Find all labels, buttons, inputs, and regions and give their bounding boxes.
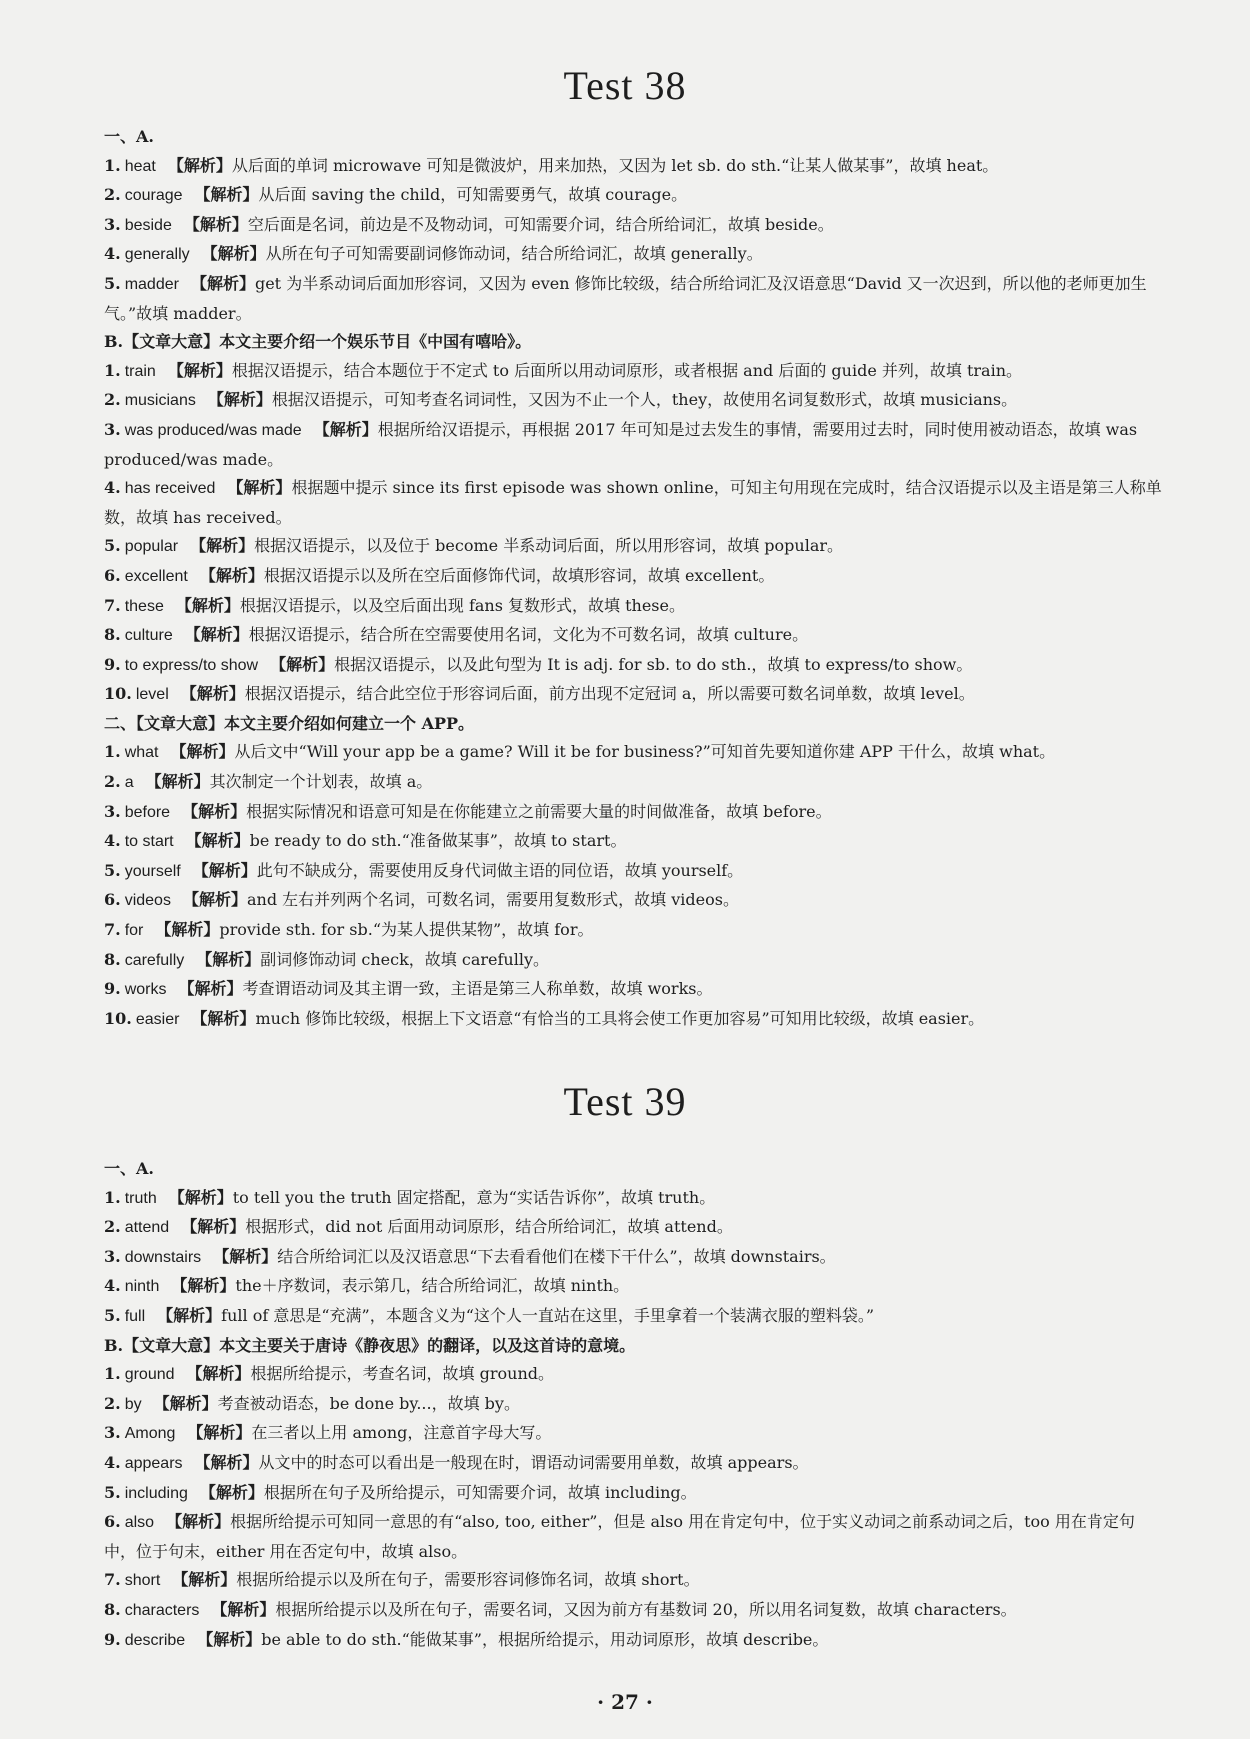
answer-item — [104, 1360, 1164, 1390]
explanation-text: much 修饰比较级，根据上下文语意“有恰当的工具将会使工作更加容易”可知用比较级，故填 easier。 — [255, 1008, 985, 1028]
answer-item — [104, 270, 1164, 328]
item-number: 3. — [104, 1246, 121, 1266]
answer-item — [104, 1449, 1164, 1479]
section-heading: 二、【文章大意】本文主要介绍如何建立一个 APP。 — [104, 713, 475, 733]
answer-item — [104, 827, 1164, 857]
answer-item — [104, 916, 1164, 946]
analysis-tag: 【解析】 — [182, 890, 247, 910]
answer-item — [104, 768, 1164, 798]
item-number: 8. — [104, 949, 121, 969]
item-number: 7. — [104, 595, 121, 615]
answer-word: ninth — [124, 1278, 160, 1296]
analysis-tag: 【解析】 — [199, 565, 264, 585]
answer-word: appears — [124, 1454, 183, 1472]
answer-item — [104, 152, 1164, 182]
answer-item — [104, 592, 1164, 622]
explanation-text: 根据形式，did not 后面用动词原形，结合所给词汇，故填 attend。 — [245, 1217, 733, 1237]
answer-item — [104, 1302, 1164, 1332]
analysis-tag: 【解析】 — [197, 1629, 262, 1649]
analysis-tag: 【解析】 — [145, 772, 210, 792]
section-heading: B.【文章大意】本文主要介绍一个娱乐节目《中国有嘻哈》。 — [104, 332, 532, 352]
answer-item — [104, 621, 1164, 651]
answer-item — [104, 651, 1164, 681]
item-number: 4. — [104, 831, 121, 851]
answer-word: yourself — [124, 862, 181, 880]
answer-item — [104, 1243, 1164, 1273]
answer-word: train — [124, 362, 156, 380]
analysis-tag: 【解析】 — [270, 654, 335, 674]
test-38-title: Test 38 — [563, 63, 687, 108]
answer-item — [104, 562, 1164, 592]
item-number: 1. — [104, 1187, 121, 1207]
answer-word: culture — [124, 627, 173, 645]
answer-word: videos — [124, 892, 171, 910]
answer-word: has received — [124, 480, 216, 498]
answer-item — [104, 1508, 1164, 1566]
explanation-text: 根据所给提示，考查名词，故填 ground。 — [250, 1364, 555, 1384]
item-number: 9. — [104, 1629, 121, 1649]
item-number: 3. — [104, 801, 121, 821]
answer-word: musicians — [124, 392, 196, 410]
item-number: 8. — [104, 625, 121, 645]
answer-word: courage — [124, 187, 183, 205]
analysis-tag: 【解析】 — [213, 1246, 278, 1266]
item-number: 10. — [104, 1008, 132, 1028]
analysis-tag: 【解析】 — [190, 536, 255, 556]
analysis-tag: 【解析】 — [196, 949, 261, 969]
explanation-text: provide sth. for sb.“为某人提供某物”，故填 for。 — [219, 920, 594, 940]
test-38-body — [104, 123, 1164, 1034]
item-number: 6. — [104, 1512, 121, 1532]
analysis-tag: 【解析】 — [167, 155, 232, 175]
analysis-tag: 【解析】 — [181, 1217, 246, 1237]
answer-word: truth — [124, 1189, 157, 1207]
section-heading: 一、A. — [104, 127, 154, 146]
answer-item — [104, 1272, 1164, 1302]
explanation-text: 根据汉语提示，结合所在空需要使用名词，文化为不可数名词，故填 culture。 — [248, 625, 809, 645]
item-number: 1. — [104, 360, 121, 380]
answer-item — [104, 1419, 1164, 1449]
answer-word: excellent — [124, 567, 188, 585]
answer-item — [104, 474, 1164, 532]
explanation-text: 根据实际情况和语意可知是在你能建立之前需要大量的时间做准备，故填 before。 — [246, 801, 832, 821]
analysis-tag: 【解析】 — [155, 920, 220, 940]
answer-word: to start — [124, 833, 174, 851]
item-number: 6. — [104, 890, 121, 910]
item-number: 5. — [104, 860, 121, 880]
item-number: 4. — [104, 478, 121, 498]
item-number: 2. — [104, 1393, 121, 1413]
item-number: 7. — [104, 1570, 121, 1590]
answer-word: attend — [124, 1219, 170, 1237]
answer-word: level — [135, 686, 169, 704]
answer-item — [104, 1596, 1164, 1626]
answer-word: Among — [124, 1425, 176, 1443]
item-number: 6. — [104, 565, 121, 585]
answer-word: popular — [124, 538, 179, 556]
answer-word: describe — [124, 1631, 186, 1649]
explanation-text: 根据汉语提示，以及空后面出现 fans 复数形式，故填 these。 — [239, 595, 685, 615]
item-number: 3. — [104, 419, 121, 439]
answer-word: including — [124, 1484, 188, 1502]
item-number: 5. — [104, 1482, 121, 1502]
analysis-tag: 【解析】 — [190, 273, 255, 293]
answer-item — [104, 886, 1164, 916]
answer-word: to express/to show — [124, 656, 259, 674]
analysis-tag: 【解析】 — [183, 214, 248, 234]
answer-item — [104, 1479, 1164, 1509]
section-heading: 一、A. — [104, 1159, 154, 1178]
analysis-tag: 【解析】 — [187, 1423, 252, 1443]
item-number: 4. — [104, 1276, 121, 1296]
answer-word: for — [124, 922, 144, 940]
item-number: 8. — [104, 1599, 121, 1619]
answer-word: works — [124, 981, 167, 999]
answer-item — [104, 532, 1164, 562]
answer-word: a — [124, 774, 134, 792]
analysis-tag: 【解析】 — [153, 1393, 218, 1413]
item-number: 5. — [104, 536, 121, 556]
analysis-tag: 【解析】 — [180, 684, 245, 704]
answer-item — [104, 680, 1164, 710]
explanation-text: full of 意思是“充满”，本题含义为“这个人一直站在这里，手里拿着一个装满衣服的塑料袋。” — [221, 1305, 875, 1325]
item-number: 2. — [104, 185, 121, 205]
answer-word: characters — [124, 1601, 200, 1619]
answer-item — [104, 1566, 1164, 1596]
answer-item — [104, 857, 1164, 887]
answer-word: carefully — [124, 951, 185, 969]
analysis-tag: 【解析】 — [172, 1570, 237, 1590]
answer-word: downstairs — [124, 1248, 202, 1266]
answer-word: what — [124, 744, 159, 762]
analysis-tag: 【解析】 — [194, 185, 259, 205]
analysis-tag: 【解析】 — [201, 244, 266, 264]
explanation-text: 根据汉语提示，结合本题位于不定式 to 后面所以用动词原形，或者根据 and 后面的 guide 并列，故填 train。 — [231, 360, 1023, 380]
explanation-text: 其次制定一个计划表，故填 a。 — [209, 772, 433, 792]
page-number: · 27 · — [597, 1690, 653, 1714]
answer-word: beside — [124, 216, 172, 234]
explanation-text: 根据汉语提示，以及此句型为 It is adj. for sb. to do sth.，故填 to express/to show。 — [334, 654, 973, 674]
analysis-tag: 【解析】 — [227, 478, 292, 498]
explanation-text: 从所在句子可知需要副词修饰动词，结合所给词汇，故填 generally。 — [265, 244, 763, 264]
answer-word: full — [124, 1307, 146, 1325]
answer-word: also — [124, 1514, 155, 1532]
explanation-text: 根据汉语提示以及所在空后面修饰代词，故填形容词，故填 excellent。 — [263, 565, 775, 585]
answer-item — [104, 416, 1164, 474]
answer-item — [104, 798, 1164, 828]
analysis-tag: 【解析】 — [194, 1452, 259, 1472]
item-number: 5. — [104, 1305, 121, 1325]
analysis-tag: 【解析】 — [167, 360, 232, 380]
analysis-tag: 【解析】 — [170, 742, 235, 762]
item-number: 4. — [104, 244, 121, 264]
explanation-text: 根据所给提示以及所在句子，需要名词，又因为前方有基数词 20，所以用名词复数，故填 characters。 — [275, 1599, 1017, 1619]
analysis-tag: 【解析】 — [178, 979, 243, 999]
analysis-tag: 【解析】 — [211, 1599, 276, 1619]
test-39-title: Test 39 — [563, 1079, 687, 1124]
item-number: 1. — [104, 155, 121, 175]
answer-item — [104, 1626, 1164, 1656]
explanation-text: 根据汉语提示，可知考查名词词性，又因为不止一个人，they，故使用名词复数形式，故填 musicians。 — [271, 390, 1018, 410]
analysis-tag: 【解析】 — [182, 801, 247, 821]
item-number: 9. — [104, 979, 121, 999]
answer-word: short — [124, 1572, 161, 1590]
analysis-tag: 【解析】 — [175, 595, 240, 615]
analysis-tag: 【解析】 — [207, 390, 272, 410]
answer-item — [104, 946, 1164, 976]
section-heading: B.【文章大意】本文主要关于唐诗《静夜思》的翻译，以及这首诗的意境。 — [104, 1335, 636, 1355]
explanation-text: 考查谓语动词及其主谓一致，主语是第三人称单数，故填 works。 — [242, 979, 713, 999]
item-number: 9. — [104, 654, 121, 674]
answer-word: before — [124, 803, 171, 821]
analysis-tag: 【解析】 — [184, 625, 249, 645]
item-number: 7. — [104, 920, 121, 940]
analysis-tag: 【解析】 — [168, 1187, 233, 1207]
answer-word: by — [124, 1395, 142, 1413]
explanation-text: get 为半系动词后面加形容词，又因为 even 修饰比较级，结合所给词汇及汉语意思“David 又一次迟到，所以他的老师更加生气。”故填 madder。 — [104, 273, 1147, 323]
answer-word: madder — [124, 275, 179, 293]
explanation-text: 根据所给提示以及所在句子，需要形容词修饰名词，故填 short。 — [236, 1570, 700, 1590]
item-number: 2. — [104, 772, 121, 792]
item-number: 2. — [104, 1217, 121, 1237]
explanation-text: 从后面 saving the child，可知需要勇气，故填 courage。 — [258, 185, 688, 205]
explanation-text: 结合所给词汇以及汉语意思“下去看看他们在楼下干什么”，故填 downstairs。 — [277, 1246, 836, 1266]
answer-item — [104, 386, 1164, 416]
answer-item — [104, 975, 1164, 1005]
answer-item — [104, 211, 1164, 241]
item-number: 5. — [104, 273, 121, 293]
explanation-text: 副词修饰动词 check，故填 carefully。 — [260, 949, 549, 969]
answer-item — [104, 181, 1164, 211]
answer-word: these — [124, 597, 164, 615]
explanation-text: 在三者以上用 among，注意首字母大写。 — [251, 1423, 552, 1443]
explanation-text: 从文中的时态可以看出是一般现在时，谓语动词需要用单数，故填 appears。 — [258, 1452, 809, 1472]
answer-word: was produced/was made — [124, 421, 302, 439]
item-number: 3. — [104, 214, 121, 234]
answer-item — [104, 1390, 1164, 1420]
explanation-text: 从后面的单词 microwave 可知是微波炉，用来加热，又因为 let sb. do sth.“让某人做某事”，故填 heat。 — [231, 155, 999, 175]
item-number: 3. — [104, 1423, 121, 1443]
item-number: 4. — [104, 1452, 121, 1472]
analysis-tag: 【解析】 — [186, 1364, 251, 1384]
analysis-tag: 【解析】 — [191, 1008, 256, 1028]
analysis-tag: 【解析】 — [185, 831, 250, 851]
explanation-text: 根据所给汉语提示，再根据 2017 年可知是过去发生的事情，需要用过去时，同时使用被动语态，故填 was produced/was made。 — [104, 419, 1138, 469]
analysis-tag: 【解析】 — [199, 1482, 264, 1502]
test-39-body — [104, 1155, 1164, 1655]
answer-word: generally — [124, 246, 190, 264]
explanation-text: 从后文中“Will your app be a game? Will it be for business?”可知首先要知道你建 APP 干什么，故填 what。 — [234, 742, 1056, 762]
answer-item — [104, 1213, 1164, 1243]
analysis-tag: 【解析】 — [313, 419, 378, 439]
explanation-text: 根据所在句子及所给提示，可知需要介词，故填 including。 — [263, 1482, 697, 1502]
explanation-text: 根据题中提示 since its first episode was shown online，可知主句用现在完成时，结合汉语提示以及主语是第三人称单数，故填 has received。 — [104, 478, 1162, 527]
analysis-tag: 【解析】 — [157, 1305, 222, 1325]
answer-item — [104, 240, 1164, 270]
explanation-text: be able to do sth.“能做某事”，根据所给提示，用动词原形，故填 describe。 — [261, 1629, 829, 1649]
item-number: 10. — [104, 684, 132, 704]
answer-word: heat — [124, 157, 156, 175]
explanation-text: 根据汉语提示，以及位于 become 半系动词后面，所以用形容词，故填 popular。 — [254, 536, 844, 556]
answer-word: ground — [124, 1366, 175, 1384]
explanation-text: 根据所给提示可知同一意思的有“also, too, either”，但是 also 用在肯定句中，位于实义动词之前系动词之后，too 用在肯定句中，位于句末，either 用在否定句中，故填 also。 — [104, 1512, 1135, 1561]
analysis-tag: 【解析】 — [171, 1276, 236, 1296]
answer-item — [104, 738, 1164, 768]
explanation-text: 此句不缺成分，需要使用反身代词做主语的同位语，故填 yourself。 — [256, 860, 744, 880]
explanation-text: 考查被动语态，be done by...，故填 by。 — [217, 1393, 520, 1413]
answer-item — [104, 1005, 1164, 1035]
answer-item — [104, 357, 1164, 387]
explanation-text: to tell you the truth 固定搭配，意为“实话告诉你”，故填 truth。 — [232, 1187, 716, 1207]
answer-item — [104, 1184, 1164, 1214]
item-number: 2. — [104, 390, 121, 410]
item-number: 1. — [104, 742, 121, 762]
explanation-text: 根据汉语提示，结合此空位于形容词后面，前方出现不定冠词 a，所以需要可数名词单数，故填 level。 — [244, 684, 975, 704]
answer-word: easier — [135, 1010, 180, 1028]
item-number: 1. — [104, 1364, 121, 1384]
explanation-text: be ready to do sth.“准备做某事”，故填 to start。 — [249, 831, 627, 851]
explanation-text: 空后面是名词，前边是不及物动词，可知需要介词，结合所给词汇，故填 beside。 — [247, 214, 834, 234]
explanation-text: the＋序数词，表示第几，结合所给词汇，故填 ninth。 — [235, 1276, 630, 1296]
analysis-tag: 【解析】 — [166, 1512, 231, 1532]
analysis-tag: 【解析】 — [192, 860, 257, 880]
explanation-text: and 左右并列两个名词，可数名词，需要用复数形式，故填 videos。 — [246, 890, 739, 910]
